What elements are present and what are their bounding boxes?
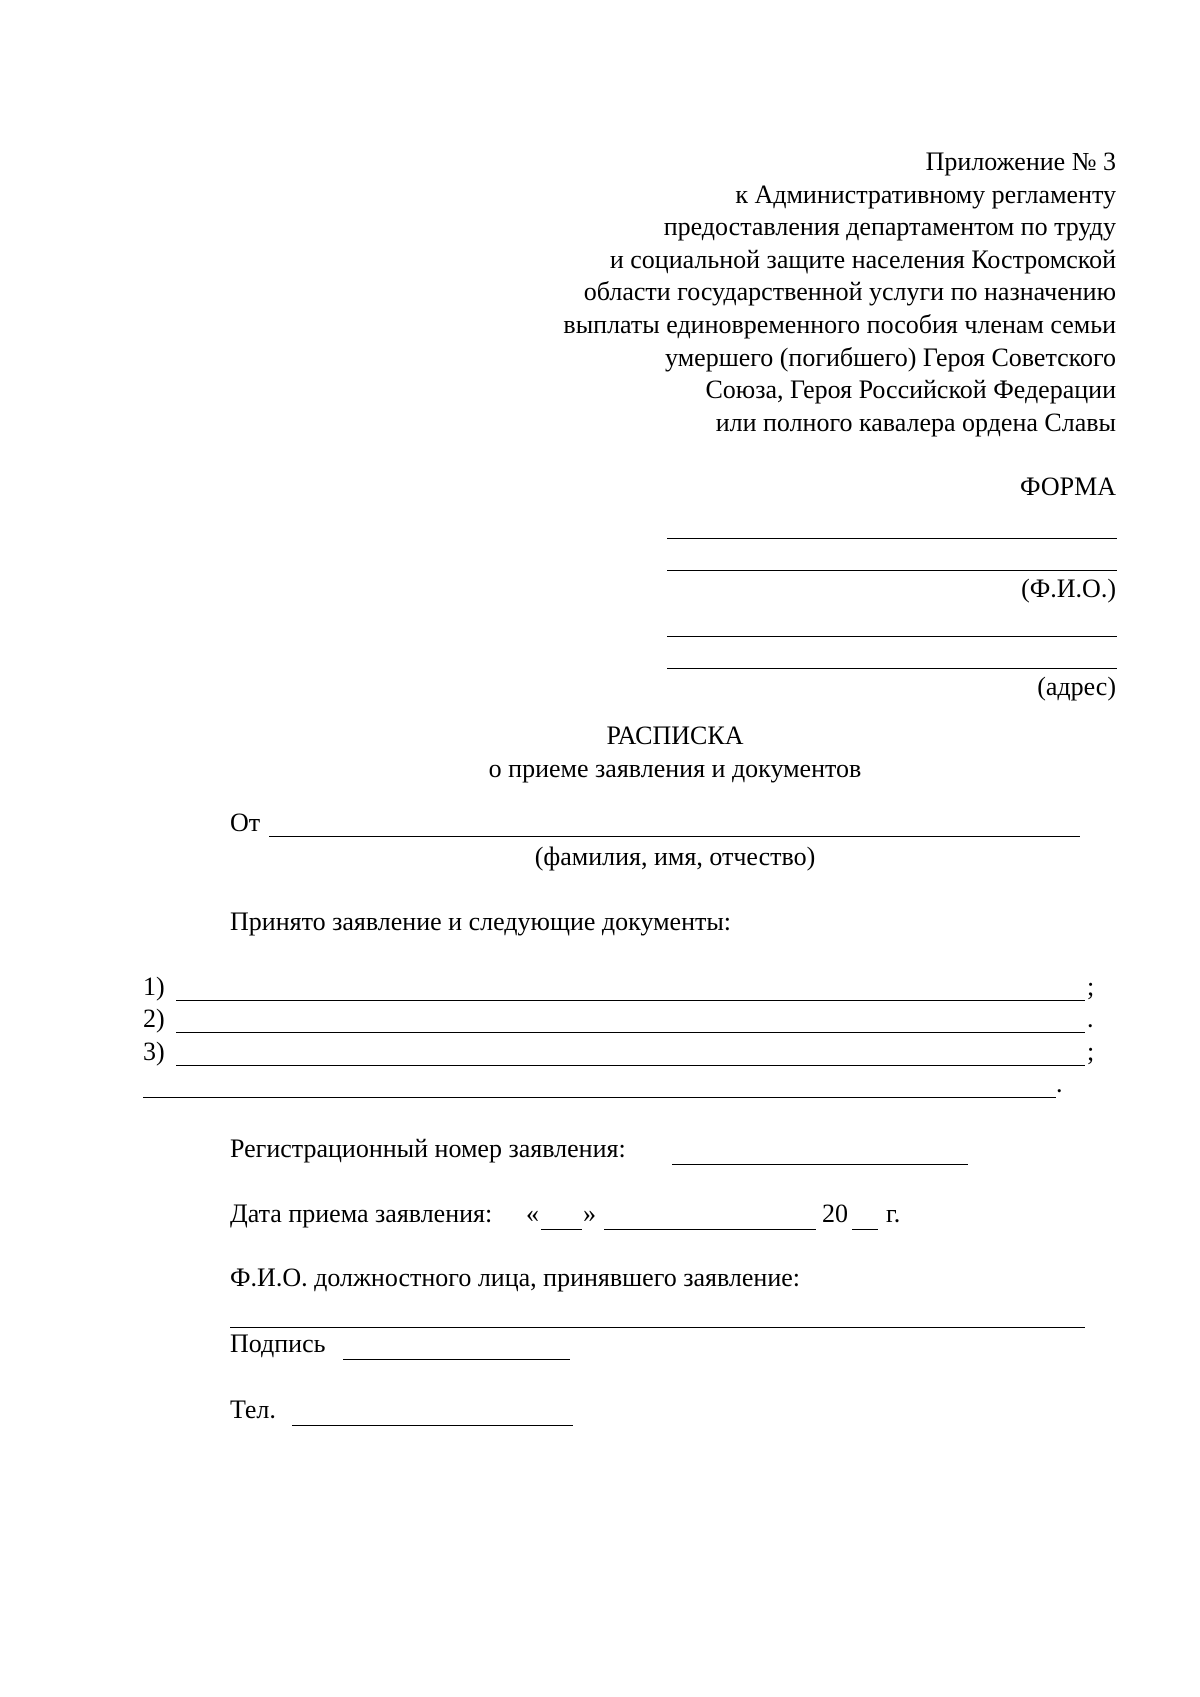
document-subtitle: о приеме заявления и документов <box>488 754 862 783</box>
from-label: От <box>230 808 261 837</box>
document-extra-end: . <box>1056 1069 1063 1098</box>
form-label: ФОРМА <box>1020 472 1116 501</box>
addressee-fio-line-1 <box>667 538 1117 539</box>
date-close-quote: » <box>583 1199 596 1228</box>
addressee-address-line-2 <box>667 668 1117 669</box>
signature-line <box>343 1359 570 1360</box>
date-label: Дата приема заявления: <box>230 1199 493 1228</box>
phone-label: Тел. <box>230 1395 276 1424</box>
appendix-line: к Административному регламенту <box>735 179 1116 209</box>
official-label: Ф.И.О. должностного лица, принявшего заявление: <box>230 1263 801 1292</box>
document-item-line <box>176 1032 1085 1033</box>
registration-number-line <box>672 1164 968 1165</box>
documents-intro: Принято заявление и следующие документы: <box>230 907 732 936</box>
from-caption: (фамилия, имя, отчество) <box>534 842 816 871</box>
appendix-line: умершего (погибшего) Героя Советского <box>665 342 1116 372</box>
appendix-line: Союза, Героя Российской Федерации <box>705 375 1116 405</box>
registration-label: Регистрационный номер заявления: <box>230 1134 626 1163</box>
date-open-quote: « <box>526 1199 539 1228</box>
appendix-line: или полного кавалера ордена Славы <box>715 407 1116 437</box>
date-day-line <box>541 1229 582 1230</box>
appendix-line: Приложение № 3 <box>925 147 1116 176</box>
document-item-end: . <box>1087 1004 1094 1033</box>
appendix-header <box>476 146 1116 439</box>
date-month-line <box>604 1229 816 1230</box>
phone-line <box>292 1425 573 1426</box>
official-name-line <box>230 1327 1085 1328</box>
from-name-line <box>269 836 1080 837</box>
document-item-line <box>176 1065 1085 1066</box>
document-item-number: 3) <box>143 1037 165 1066</box>
document-title: РАСПИСКА <box>606 721 744 750</box>
date-year-line <box>852 1229 878 1230</box>
signature-label: Подпись <box>230 1329 326 1358</box>
date-year-suffix: г. <box>886 1199 901 1228</box>
document-item-end: ; <box>1087 972 1095 1001</box>
document-item-number: 1) <box>143 972 165 1001</box>
document-item-number: 2) <box>143 1004 165 1033</box>
date-year-prefix: 20 <box>822 1199 848 1228</box>
document-item-end: ; <box>1087 1037 1095 1066</box>
document-extra-line <box>143 1097 1056 1098</box>
appendix-line: области государственной услуги по назначению <box>583 277 1116 307</box>
appendix-line: и социальной защите населения Костромской <box>609 244 1116 274</box>
addressee-fio-line-2 <box>667 570 1117 571</box>
address-caption: (адрес) <box>1037 672 1116 701</box>
addressee-address-line-1 <box>667 636 1117 637</box>
appendix-line: выплаты единовременного пособия членам семьи <box>563 309 1116 339</box>
document-item-line <box>176 1000 1085 1001</box>
fio-caption: (Ф.И.О.) <box>1021 574 1116 603</box>
appendix-line: предоставления департаментом по труду <box>663 212 1116 242</box>
